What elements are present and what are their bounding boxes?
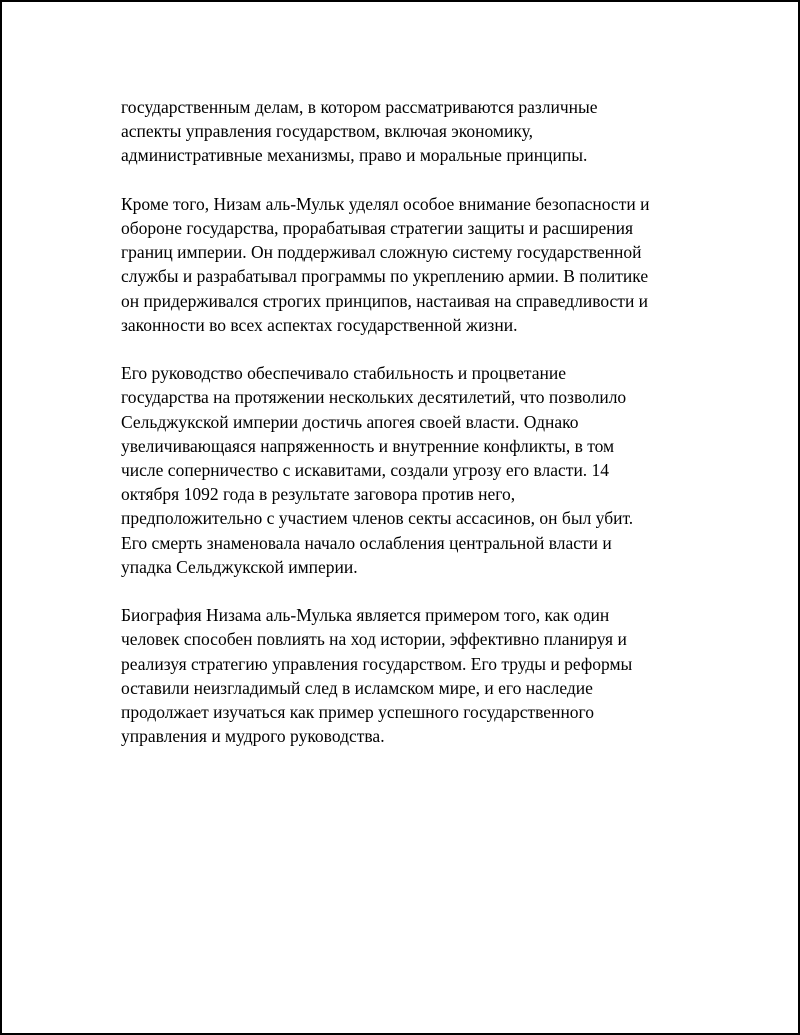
text-line: государственным делам, в котором рассматриваются различные [121,97,598,117]
text-line: человек способен повлиять на ход истории, эффективно планируя и [121,629,627,650]
text-line: Кроме того, Низам аль-Мульк уделял особое внимание безопасности и [121,193,650,214]
text-line: предположительно с участием членов секты ассасинов, он был убит. [121,508,634,529]
text-line: государства на протяжении нескольких десятилетий, что позволило [121,387,627,408]
text-line: Биография Низама аль-Мулька является примером того, как один [121,605,610,626]
text-line: службы и разрабатывал программы по укреплению армии. В политике [121,266,649,287]
text-line: Сельджукской империи достичь апогея своей власти. Однако [121,411,579,432]
text-line: оставили неизгладимый след в исламском мире, и его наследие [121,677,593,698]
text-line: границ империи. Он поддерживал сложную систему государственной [121,242,642,263]
paragraph [121,603,681,748]
paragraph [121,95,681,168]
text-line: числе соперничество с искавитами, создали угрозу его власти. 14 [121,460,610,481]
text-line: увеличивающаяся напряженность и внутренние конфликты, в том [121,435,615,456]
text-line: Его смерть знаменовала начало ослабления центральной власти и [121,532,612,553]
document-body [121,95,681,773]
paragraph [121,192,681,337]
text-line: управления и мудрого руководства. [121,726,385,747]
text-line: аспекты управления государством, включая экономику, [121,121,533,142]
text-line: реализуя стратегию управления государством. Его труды и реформы [121,653,633,674]
text-line: продолжает изучаться как пример успешного государственного [121,702,595,723]
text-line: законности во всех аспектах государственной жизни. [121,314,518,335]
text-line: октября 1092 года в результате заговора против него, [121,484,516,505]
text-line: Его руководство обеспечивало стабильность и процветание [121,363,566,384]
text-line: упадка Сельджукской империи. [121,556,358,577]
text-line: он придерживался строгих принципов, настаивая на справедливости и [121,290,649,311]
paragraph [121,361,681,579]
text-line: административные механизмы, право и моральные принципы. [121,145,588,166]
text-line: обороне государства, прорабатывая стратегии защиты и расширения [121,218,633,238]
